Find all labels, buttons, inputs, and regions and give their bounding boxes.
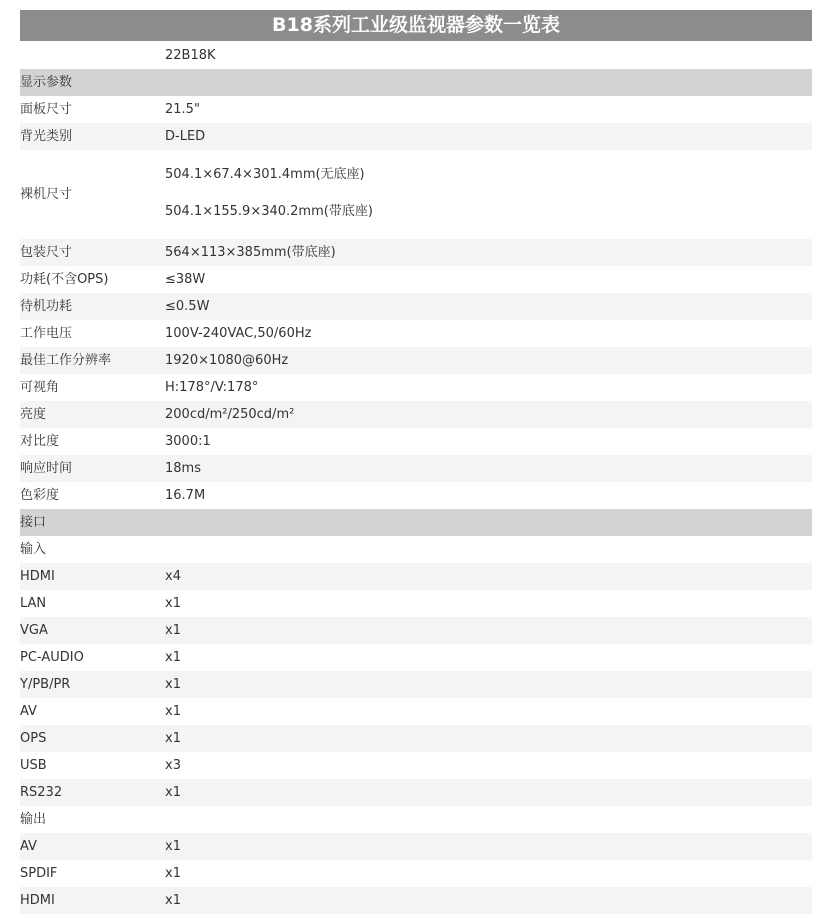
row-label: 最佳工作分辨率 [20,353,112,368]
row-label: 包装尺寸 [20,245,73,260]
table-row [20,482,812,509]
row-label: 色彩度 [20,488,60,503]
table-row [20,347,812,374]
row-value: x1 [165,866,181,881]
section-label: 接口 [20,515,47,530]
table-row [20,779,812,806]
row-label: 背光类别 [20,129,73,144]
row-value: 18ms [165,461,201,476]
table-row [20,455,812,482]
table-row [20,239,812,266]
table-row [20,617,812,644]
table-row [20,698,812,725]
row-label: HDMI [20,569,55,584]
row-value: D-LED [165,129,206,144]
table-row [20,563,812,590]
row-value-without-stand: 504.1×67.4×301.4mm(无底座) [165,167,365,182]
row-value: 16.7M [165,488,206,503]
subsection-input [20,536,812,563]
row-label: USB [20,758,47,773]
row-label: 可视角 [20,380,60,395]
table-row [20,833,812,860]
row-label: HDMI [20,893,55,908]
subsection-label: 输入 [20,542,47,557]
table-row [20,725,812,752]
model-value: 22B18K [165,48,216,63]
row-value: x4 [165,569,181,584]
model-row [20,42,812,69]
table-row [20,887,812,914]
row-label: OPS [20,731,47,746]
table-row [20,320,812,347]
row-label: 待机功耗 [20,299,73,314]
row-value-with-stand: 504.1×155.9×340.2mm(带底座) [165,204,373,219]
table-row [20,671,812,698]
row-value: 100V-240VAC,50/60Hz [165,326,312,341]
table-row [20,752,812,779]
row-label: 响应时间 [20,461,73,476]
table-row [20,374,812,401]
section-label: 显示参数 [20,75,73,90]
row-label: PC-AUDIO [20,650,84,665]
table-row [20,401,812,428]
row-label: SPDIF [20,866,58,881]
table-row [20,150,812,239]
row-label: VGA [20,623,48,638]
table-row [20,123,812,150]
row-label: AV [20,839,37,854]
table-row [20,590,812,617]
row-value: H:178°/V:178° [165,380,259,395]
row-value: x1 [165,839,181,854]
row-value: x1 [165,704,181,719]
spec-table [20,10,812,914]
row-value: x1 [165,596,181,611]
table-row [20,428,812,455]
row-label: RS232 [20,785,63,800]
table-row [20,644,812,671]
row-label: 裸机尺寸 [20,187,73,202]
row-label: Y/PB/PR [20,677,71,692]
section-header-interface [20,509,812,536]
row-value: x1 [165,677,181,692]
table-row [20,96,812,123]
row-value: 3000:1 [165,434,211,449]
table-row [20,293,812,320]
row-value: 1920×1080@60Hz [165,353,289,368]
row-value: ≤0.5W [165,299,210,314]
row-label: 对比度 [20,434,60,449]
row-value: x1 [165,731,181,746]
row-label: 功耗(不含OPS) [20,272,109,287]
row-value: 200cd/m²/250cd/m² [165,407,295,422]
row-label: 亮度 [20,407,47,422]
row-value: x1 [165,623,181,638]
row-value: x1 [165,650,181,665]
row-value: 564×113×385mm(带底座) [165,245,336,260]
row-label: 面板尺寸 [20,102,73,117]
row-value: x1 [165,893,181,908]
section-header-display [20,69,812,96]
row-label: 工作电压 [20,326,73,341]
row-label: LAN [20,596,47,611]
subsection-output [20,806,812,833]
table-row [20,266,812,293]
table-row [20,860,812,887]
row-value: x3 [165,758,181,773]
row-value: x1 [165,785,181,800]
row-value: 21.5" [165,102,200,117]
row-label: AV [20,704,37,719]
subsection-label: 输出 [20,812,47,827]
row-value: ≤38W [165,272,206,287]
table-title: B18系列工业级监视器参数一览表 [20,10,812,42]
